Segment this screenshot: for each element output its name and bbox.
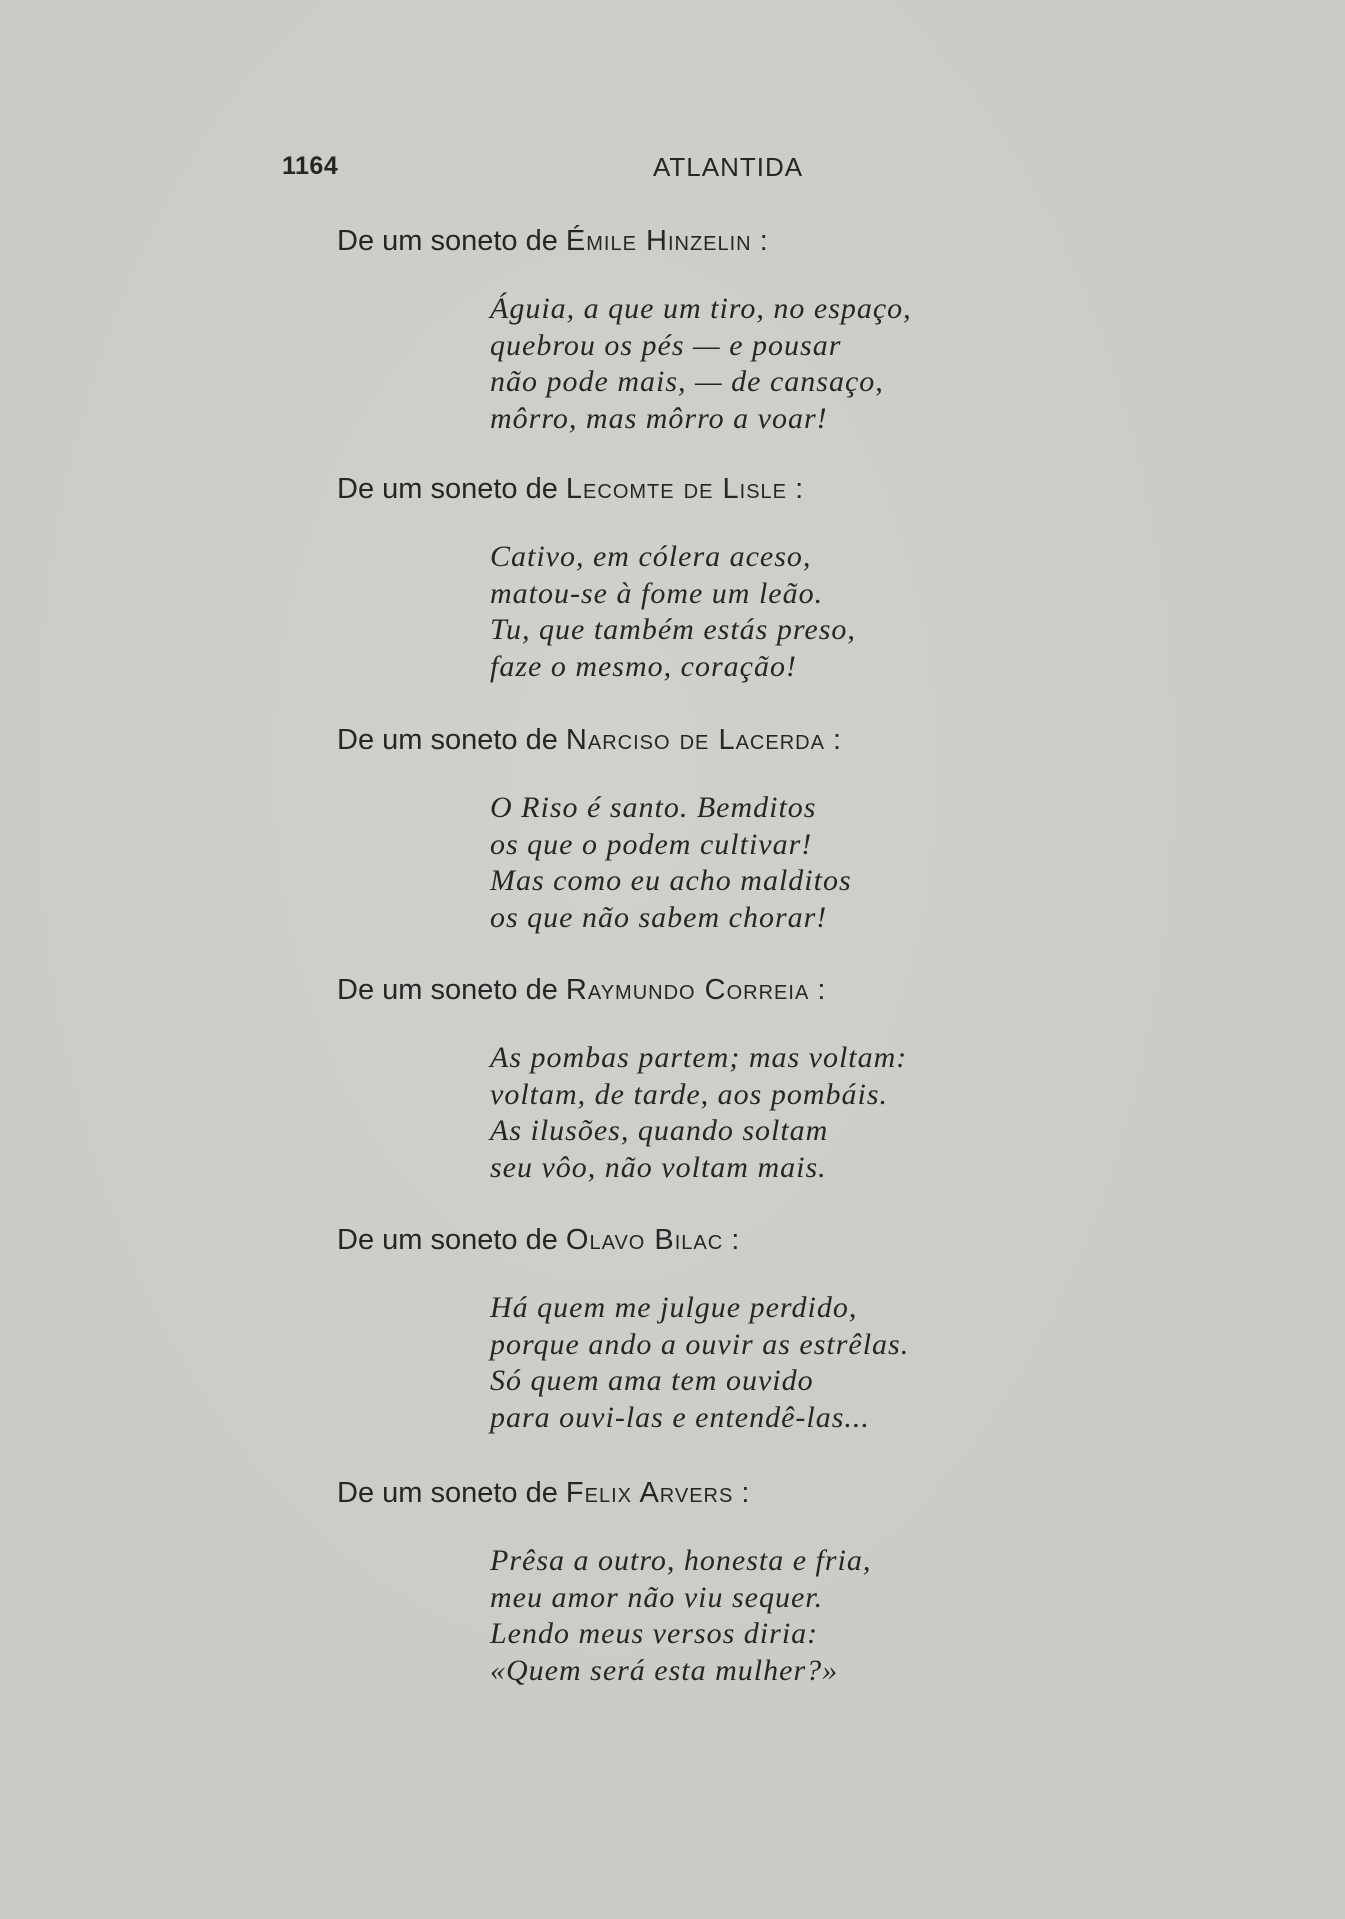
verse-line: faze o mesmo, coração!	[490, 649, 797, 683]
intro-text: De um soneto de	[337, 1224, 558, 1256]
sonnet-excerpt-raymundo-correia	[337, 972, 907, 1186]
verse-stanza	[490, 1040, 907, 1186]
verse-stanza	[490, 291, 912, 437]
page-header	[282, 152, 1082, 192]
sonnet-excerpt-felix-arvers	[337, 1475, 871, 1689]
author-name: Narciso de Lacerda	[565, 724, 825, 756]
verse-line: Cativo, em cólera aceso,	[490, 540, 812, 573]
intro-colon: :	[759, 225, 768, 257]
verse-line: os que o podem cultivar!	[490, 827, 813, 861]
verse-line: voltam, de tarde, aos pombáis.	[490, 1077, 889, 1111]
intro-colon: :	[731, 1224, 740, 1256]
verse-line: Águia, a que um tiro, no espaço,	[490, 292, 912, 325]
verse-stanza	[490, 539, 856, 685]
verse-line: matou-se à fome um leão.	[490, 576, 824, 610]
author-name: Felix Arvers	[565, 1477, 734, 1509]
verse-line: Há quem me julgue perdido,	[490, 1291, 858, 1324]
verse-stanza	[490, 1290, 909, 1436]
intro-text: De um soneto de	[337, 225, 558, 257]
excerpt-intro	[337, 972, 907, 1008]
verse-stanza	[490, 1543, 871, 1689]
verse-line: Só quem ama tem ouvido	[490, 1364, 814, 1397]
excerpt-intro	[337, 722, 852, 758]
verse-line: para ouvi-las e entendê-las...	[490, 1400, 870, 1434]
verse-line: O Riso é santo. Bemditos	[490, 791, 817, 824]
author-name: Émile Hinzelin	[565, 225, 752, 257]
verse-line: As pombas partem; mas voltam:	[490, 1041, 908, 1074]
sonnet-excerpt-narciso-de-lacerda	[337, 722, 852, 936]
intro-text: De um soneto de	[337, 473, 558, 505]
excerpt-intro	[337, 1475, 871, 1511]
sonnet-excerpt-lecomte-de-lisle	[337, 471, 856, 685]
intro-colon: :	[817, 974, 826, 1006]
verse-line: não pode mais, — de cansaço,	[490, 365, 884, 398]
sonnet-excerpt-hinzelin	[337, 223, 912, 437]
verse-line: Mas como eu acho malditos	[490, 864, 852, 897]
intro-text: De um soneto de	[337, 1477, 558, 1509]
intro-colon: :	[832, 724, 842, 756]
excerpt-intro	[337, 471, 856, 507]
intro-text: De um soneto de	[337, 724, 558, 756]
verse-line: porque ando a ouvir as estrêlas.	[490, 1327, 910, 1361]
verse-line: os que não sabem chorar!	[490, 900, 828, 934]
running-title: ATLANTIDA	[653, 152, 804, 182]
sonnet-excerpt-olavo-bilac	[337, 1222, 909, 1436]
verse-line: Lendo meus versos diria:	[490, 1617, 819, 1650]
verse-line: quebrou os pés — e pousar	[490, 328, 842, 362]
verse-line: Tu, que também estás preso,	[490, 613, 856, 646]
excerpt-intro	[337, 1222, 909, 1258]
verse-line: meu amor não viu sequer.	[490, 1580, 824, 1614]
verse-line: seu vôo, não voltam mais.	[490, 1150, 827, 1184]
verse-stanza	[490, 790, 852, 936]
verse-line: «Quem será esta mulher?»	[490, 1653, 839, 1687]
page-number: 1164	[282, 152, 339, 180]
author-name: Raymundo Correia	[565, 974, 810, 1006]
verse-line: As ilusões, quando soltam	[490, 1114, 829, 1147]
intro-colon: :	[795, 473, 804, 505]
verse-line: môrro, mas môrro a voar!	[490, 401, 828, 435]
intro-colon: :	[741, 1477, 750, 1509]
verse-line: Prêsa a outro, honesta e fria,	[490, 1544, 872, 1577]
excerpt-intro	[337, 223, 912, 259]
author-name: Lecomte de Lisle	[565, 473, 787, 505]
author-name: Olavo Bilac	[565, 1224, 724, 1256]
intro-text: De um soneto de	[337, 974, 558, 1006]
